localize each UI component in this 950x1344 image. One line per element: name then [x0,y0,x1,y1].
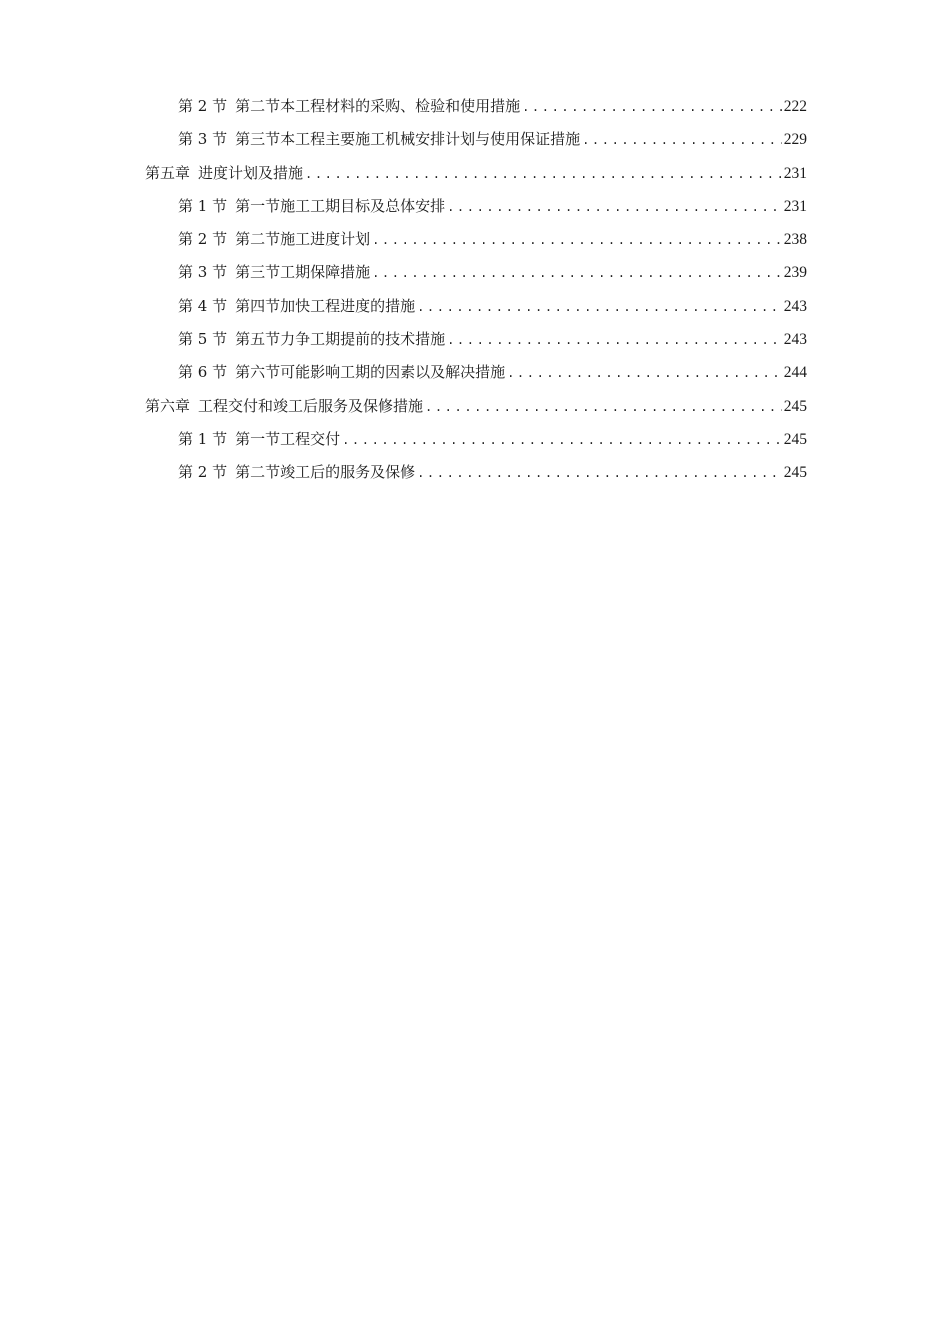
toc-entry-number: 第 1 节 [178,196,228,215]
toc-entry[interactable] [145,262,807,295]
toc-entry[interactable] [145,362,807,395]
toc-entry-label [178,262,370,282]
toc-chapter-title: 工程交付和竣工后服务及保修措施 [198,396,424,415]
toc-entry[interactable] [145,296,807,329]
toc-entry-page: 231 [783,164,807,182]
toc-chapter-title: 进度计划及措施 [198,163,304,182]
toc-entry[interactable] [145,229,807,262]
toc-entry-label [178,96,520,116]
table-of-contents [145,96,807,496]
toc-leader-dots [582,130,782,150]
toc-leader-dots [342,430,782,450]
toc-chapter-entry[interactable] [145,396,807,429]
toc-entry-page: 245 [783,464,807,482]
toc-entry-page: 222 [783,98,807,115]
toc-entry-label [145,396,423,416]
toc-entry-number: 第 2 节 [178,463,228,482]
toc-entry[interactable] [145,129,807,162]
toc-entry-title: 第二节本工程材料的采购、检验和使用措施 [235,97,521,115]
toc-entry-number: 第 6 节 [178,363,228,382]
toc-entry-page: 245 [783,397,807,415]
toc-entry[interactable] [145,196,807,229]
toc-entry-label [178,462,415,482]
toc-entry-page: 238 [783,231,807,249]
toc-leader-dots [425,397,782,417]
toc-entry-title: 第二节施工进度计划 [235,230,371,249]
toc-entry-title: 第二节竣工后的服务及保修 [235,463,416,482]
toc-entry-page: 245 [783,430,807,448]
toc-entry-label [178,229,370,249]
toc-entry-title: 第四节加快工程进度的措施 [235,296,416,315]
toc-entry-page: 244 [783,364,807,382]
toc-entry-number: 第 3 节 [178,263,228,282]
toc-leader-dots [522,97,782,117]
toc-entry-page: 229 [783,131,807,149]
toc-entry-number: 第 4 节 [178,296,228,315]
toc-entry-number: 第 5 节 [178,330,228,349]
toc-entry-label [145,163,303,183]
toc-entry-label [178,429,340,449]
toc-entry-label [178,296,415,316]
toc-entry[interactable] [145,329,807,362]
toc-entry-title: 第一节施工工期目标及总体安排 [235,196,446,215]
toc-entry-number: 第 1 节 [178,429,228,448]
toc-entry[interactable] [145,96,807,129]
toc-entry-title: 第五节力争工期提前的技术措施 [235,330,446,349]
toc-entry-title: 第三节工期保障措施 [235,263,371,282]
toc-entry-number: 第 2 节 [178,97,228,115]
toc-entry-title: 第三节本工程主要施工机械安排计划与使用保证措施 [235,130,581,149]
toc-leader-dots [417,297,782,317]
toc-leader-dots [447,330,782,350]
toc-chapter-entry[interactable] [145,163,807,196]
toc-leader-dots [417,463,782,483]
toc-entry-page: 239 [783,264,807,282]
toc-entry-page: 231 [783,197,807,215]
toc-chapter-number: 第五章 [145,163,191,182]
toc-entry-number: 第 3 节 [178,130,228,149]
toc-entry-label [178,129,580,149]
toc-leader-dots [447,197,782,217]
toc-entry-title: 第六节可能影响工期的因素以及解决措施 [235,363,506,382]
toc-entry-page: 243 [783,331,807,349]
toc-leader-dots [305,164,782,184]
toc-entry-label [178,329,445,349]
toc-entry[interactable] [145,429,807,462]
toc-entry-page: 243 [783,297,807,315]
toc-entry-label [178,196,445,216]
toc-entry[interactable] [145,462,807,495]
toc-entry-label [178,362,505,382]
toc-leader-dots [507,363,782,383]
toc-leader-dots [372,230,782,250]
toc-chapter-number: 第六章 [145,396,191,415]
toc-entry-number: 第 2 节 [178,230,228,249]
toc-entry-title: 第一节工程交付 [235,429,341,448]
toc-leader-dots [372,263,782,283]
